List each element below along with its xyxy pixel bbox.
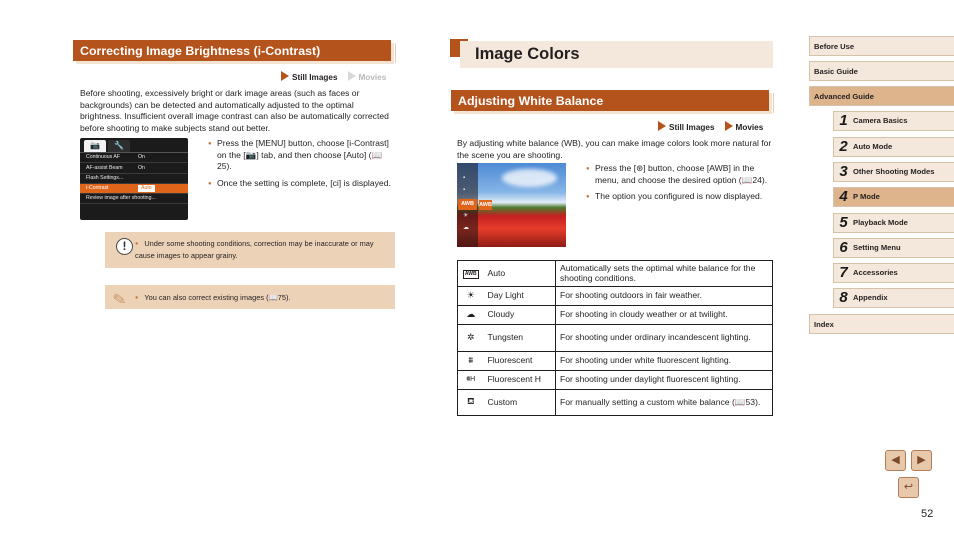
tip-text: ● You can also correct existing images (📖75). (135, 292, 387, 304)
sun-icon: ☀ (458, 286, 484, 305)
nav-chapter-accessories[interactable]: 7 Accessories (833, 263, 954, 283)
fluorescent-h-icon: ⩩H (458, 370, 484, 389)
triangle-icon (725, 121, 733, 131)
caution-icon: ! (116, 238, 133, 255)
table-row: ⩩ Fluorescent For shooting under white fluorescent lighting. (458, 351, 773, 370)
nav-chapter-other-shooting-modes[interactable]: 3 Other Shooting Modes (833, 162, 954, 182)
prev-page-button[interactable]: ◀ (885, 450, 906, 471)
next-page-button[interactable]: ▶ (911, 450, 932, 471)
i-contrast-intro: Before shooting, excessively bright or dark image areas (such as faces or backgrounds) can be detected and automatically adjusted to the optimal brightness. Insufficient overall image contrast can also be automatically corrected before shooting to make subjects stand out better. (80, 88, 389, 133)
white-balance-intro: By adjusting white balance (WB), you can make image colors look more natural for the scene you are shooting. (457, 138, 772, 160)
cloud-shape (502, 169, 557, 187)
step-item: ● Press the [MENU] button, choose [i-Contrast] on the [📷] tab, and then choose [Auto] (📖25). (208, 138, 396, 173)
sun-icon: ☀ (463, 213, 469, 219)
menu-row-af-assist: AF-assist Beam On (80, 163, 188, 173)
table-row: ✲ Tungsten For shooting under ordinary incandescent lighting. (458, 324, 773, 351)
i-contrast-steps (208, 138, 396, 194)
section-header-i-contrast: Correcting Image Brightness (i-Contrast) (73, 40, 391, 61)
wb-selected-icon: AWB (458, 199, 477, 210)
caution-text: ● Under some shooting conditions, correction may be inaccurate or may cause images to appear grainy. (135, 238, 387, 262)
fluorescent-icon: ⩩ (458, 351, 484, 370)
custom-wb-icon: ⛾ (458, 389, 484, 415)
mode-indicator (658, 121, 763, 134)
tip-box (105, 285, 395, 309)
tungsten-bulb-icon: ✲ (458, 324, 484, 351)
table-row: ☀ Day Light For shooting outdoors in fair weather. (458, 286, 773, 305)
nav-chapter-camera-basics[interactable]: 1 Camera Basics (833, 111, 954, 131)
nav-advanced-guide[interactable]: Advanced Guide (809, 86, 954, 106)
cloud-icon: ☁ (463, 225, 469, 231)
still-images-mode: Still Images (281, 71, 338, 84)
still-images-mode: Still Images (658, 121, 715, 134)
movies-mode: Movies (725, 121, 764, 134)
pencil-icon: ✎ (111, 290, 128, 311)
page-number: 52 (921, 508, 934, 520)
back-button[interactable]: ↩ (898, 477, 919, 498)
white-balance-table (457, 260, 773, 416)
nav-chapter-p-mode[interactable]: 4 P Mode (833, 187, 954, 207)
step-item: ● Press the [⊛] button, choose [AWB] in the menu, and choose the desired option (📖24). (586, 163, 773, 186)
triangle-icon (348, 71, 356, 81)
triangle-icon (281, 71, 289, 81)
flower-field-photo (457, 163, 566, 247)
caution-box (105, 232, 395, 268)
white-balance-steps (586, 163, 773, 208)
wb-option-icon: AWB (479, 202, 492, 208)
nav-chapter-appendix[interactable]: 8 Appendix (833, 288, 954, 308)
step-item: ● Once the setting is complete, [ᴄi] is displayed. (208, 178, 396, 190)
menu-row-i-contrast: i-Contrast Auto (80, 184, 188, 194)
nav-chapter-playback-mode[interactable]: 5 Playback Mode (833, 213, 954, 233)
nav-basic-guide[interactable]: Basic Guide (809, 61, 954, 81)
cloud-icon: ☁ (458, 305, 484, 324)
menu-row-continuous-af: Continuous AF On (80, 153, 188, 163)
triangle-icon (658, 121, 666, 131)
table-row: ⛾ Custom For manually setting a custom white balance (📖53). (458, 389, 773, 415)
nav-before-use[interactable]: Before Use (809, 36, 954, 56)
setup-tab-icon: 🔧 (108, 140, 130, 152)
camera-tab-icon: 📷 (84, 140, 106, 152)
table-row: ⩩H Fluorescent H For shooting under daylight fluorescent lighting. (458, 370, 773, 389)
awb-icon: AWB (458, 261, 484, 287)
menu-icon: ▪ (463, 187, 466, 193)
step-item: ● The option you configured is now displayed. (586, 191, 773, 203)
section-header-white-balance: Adjusting White Balance (451, 90, 769, 111)
menu-row-flash: Flash Settings... (80, 174, 188, 184)
camera-menu-screenshot (80, 138, 188, 220)
menu-icon: ▪ (463, 175, 466, 181)
page-title: Image Colors (460, 41, 773, 68)
mode-indicator (281, 71, 386, 84)
nav-chapter-setting-menu[interactable]: 6 Setting Menu (833, 238, 954, 258)
movies-mode: Movies (348, 71, 387, 84)
menu-row-review: Review image after shooting... (80, 194, 188, 204)
table-row: ☁ Cloudy For shooting in cloudy weather or at twilight. (458, 305, 773, 324)
nav-chapter-auto-mode[interactable]: 2 Auto Mode (833, 137, 954, 157)
table-row: AWB Auto Automatically sets the optimal white balance for the shooting conditions. (458, 261, 773, 287)
nav-index[interactable]: Index (809, 314, 954, 334)
